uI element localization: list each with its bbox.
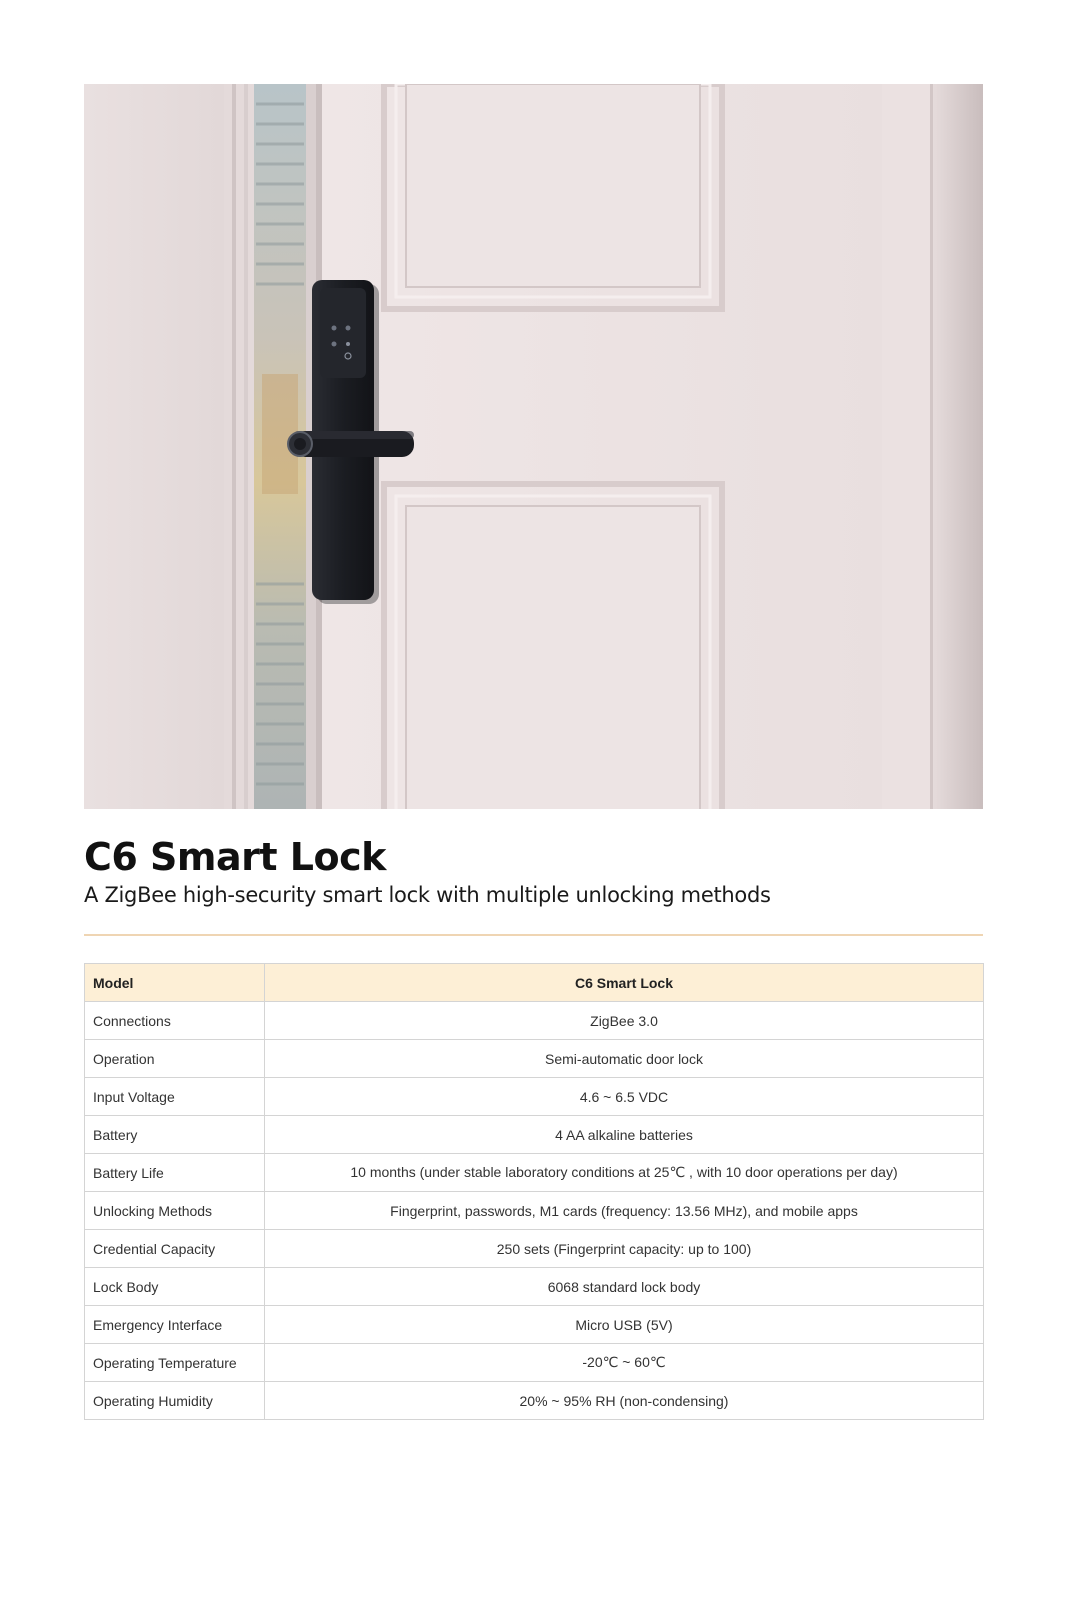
table-header-label: Model	[85, 964, 265, 1002]
product-photo	[84, 84, 983, 809]
table-header-value: C6 Smart Lock	[265, 964, 984, 1002]
table-row	[85, 1230, 984, 1268]
page-subtitle: A ZigBee high-security smart lock with multiple unlocking methods	[84, 883, 771, 907]
table-row	[85, 1382, 984, 1420]
spec-table	[84, 963, 984, 1420]
row-value: 250 sets (Fingerprint capacity: up to 100)	[265, 1230, 984, 1268]
row-value: -20℃ ~ 60℃	[265, 1344, 984, 1382]
row-label: Battery	[85, 1116, 265, 1154]
table-row	[85, 1344, 984, 1382]
row-label: Emergency Interface	[85, 1306, 265, 1344]
row-value: ZigBee 3.0	[265, 1002, 984, 1040]
door-illustration	[84, 84, 983, 809]
row-value: 4 AA alkaline batteries	[265, 1116, 984, 1154]
section-divider	[84, 934, 983, 936]
row-value: 6068 standard lock body	[265, 1268, 984, 1306]
table-row	[85, 1116, 984, 1154]
row-value: 10 months (under stable laboratory conditions at 25℃ , with 10 door operations per day)	[265, 1154, 984, 1192]
table-header-row	[85, 964, 984, 1002]
table-row	[85, 1002, 984, 1040]
row-value: Fingerprint, passwords, M1 cards (frequency: 13.56 MHz), and mobile apps	[265, 1192, 984, 1230]
row-label: Lock Body	[85, 1268, 265, 1306]
table-row	[85, 1306, 984, 1344]
row-value: Micro USB (5V)	[265, 1306, 984, 1344]
row-label: Operating Humidity	[85, 1382, 265, 1420]
row-label: Input Voltage	[85, 1078, 265, 1116]
row-value: 4.6 ~ 6.5 VDC	[265, 1078, 984, 1116]
table-row	[85, 1154, 984, 1192]
table-row	[85, 1192, 984, 1230]
row-label: Operating Temperature	[85, 1344, 265, 1382]
row-value: 20% ~ 95% RH (non-condensing)	[265, 1382, 984, 1420]
table-row	[85, 1040, 984, 1078]
row-label: Credential Capacity	[85, 1230, 265, 1268]
table-row	[85, 1268, 984, 1306]
row-label: Connections	[85, 1002, 265, 1040]
table-row	[85, 1078, 984, 1116]
row-label: Battery Life	[85, 1154, 265, 1192]
row-label: Unlocking Methods	[85, 1192, 265, 1230]
row-value: Semi-automatic door lock	[265, 1040, 984, 1078]
row-label: Operation	[85, 1040, 265, 1078]
page-title: C6 Smart Lock	[84, 835, 386, 879]
